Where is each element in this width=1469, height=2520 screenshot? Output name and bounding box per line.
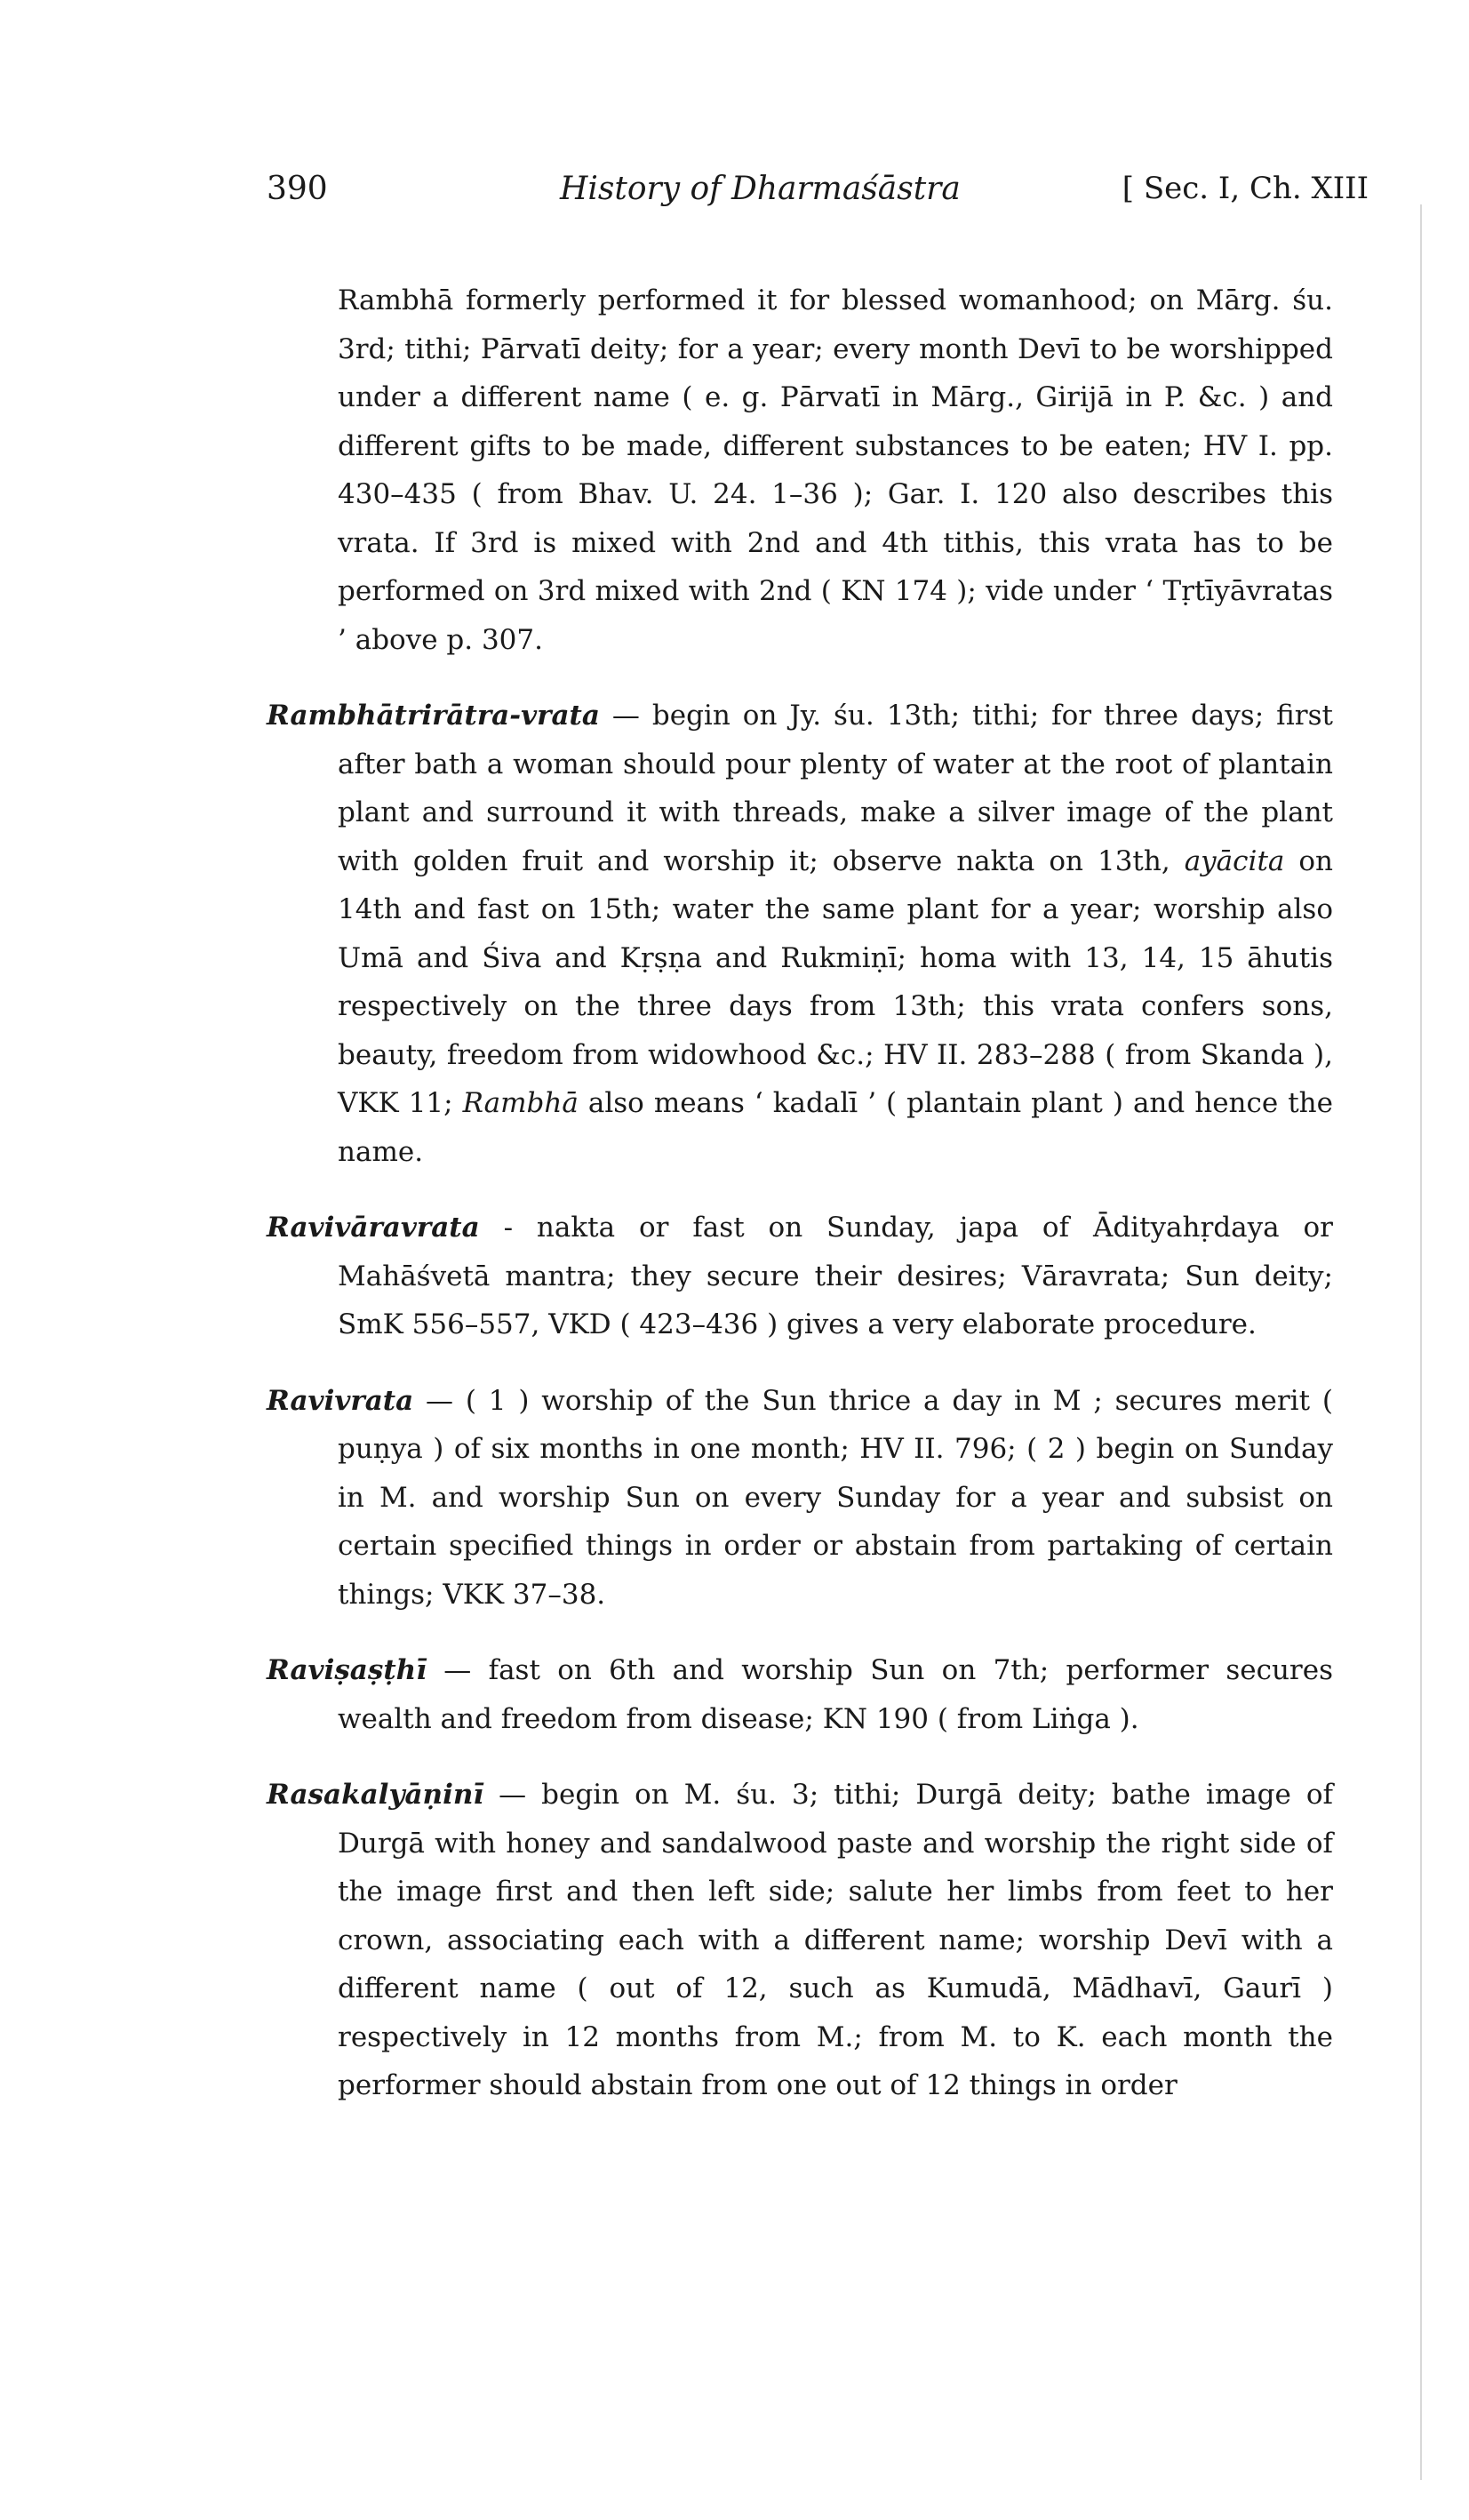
entry-body: — ( 1 ) worship of the Sun thrice a day in M ; secures merit ( puṇya ) of six months in one month; HV II. 796; ( 2 ) begin on Sunday in M. and worship Sun on every Sunday for a year and subsist on certain specified things in order or abstain from partaking of certain things; VKK 37–38. xyxy=(338,1384,1333,1611)
entry-heading: Ravivrata xyxy=(267,1384,414,1417)
entry-body: — fast on 6th and worship Sun on 7th; performer secures wealth and freedom from disease; KN 190 ( from Liṅga ). xyxy=(338,1654,1333,1735)
entry-body: Rambhā formerly performed it for blessed womanhood; on Mārg. śu. 3rd; tithi; Pārvatī deity; for a year; every month Devī to be worshipped under a different name ( e. g. Pārvatī in Mārg., Girijā in P. &c. ) and different gifts to be made, different substances to be eaten; HV I. pp. 430–435 ( from Bhav. U. 24. 1–36 ); Gar. I. 120 also describes this vrata. If 3rd is mixed with 2nd and 4th tithis, this vrata has to be performed on 3rd mixed with 2nd ( KN 174 ); vide under ‘ Tṛtīyāvratas ’ above p. 307. xyxy=(338,284,1333,656)
entry-rasakalyanini xyxy=(267,1771,1333,2110)
entry-body-2: on 14th and fast on 15th; water the same plant for a year; worship also Umā and Śiva and Kṛṣṇa and Rukmiṇī; homa with 13, 14, 15 āhutis respectively on the three days from 13th; this vrata confers sons, beauty, freedom from widowhood &c.; HV II. 283–288 ( from Skanda ), VKK 11; xyxy=(338,844,1334,1119)
entry-heading: Rambhātrirātra-vrata xyxy=(267,700,600,732)
book-title: History of Dharmaśāstra xyxy=(560,171,961,207)
entry-heading: Ravivāravrata xyxy=(267,1212,480,1244)
entry-body: - nakta or fast on Sunday, japa of Ādityahṛdaya or Mahāśvetā mantra; they secure their desires; Vāravrata; Sun deity; SmK 556–557, VKD ( 423–436 ) gives a very elaborate procedure. xyxy=(338,1212,1333,1340)
entry-italic-term: Rambhā xyxy=(462,1087,579,1119)
entry-heading: Raviṣaṣṭhī xyxy=(267,1654,427,1686)
page-body xyxy=(267,249,1333,2123)
entry-rambhatriratra xyxy=(267,692,1333,1176)
entry-ravivrata xyxy=(267,1377,1333,1620)
page-number: 390 xyxy=(267,171,328,207)
page-edge-rule xyxy=(1420,204,1422,2480)
entry-ravisasthi xyxy=(267,1646,1333,1743)
entry-italic-term: ayācita xyxy=(1184,844,1285,877)
entry-body: — begin on M. śu. 3; tithi; Durgā deity; bathe image of Durgā with honey and sandalwood paste and worship the right side of the image first and then left side; salute her limbs from feet to her crown, associating each with a different name; worship Devī with a different name ( out of 12, such as Kumudā, Mādhavī, Gaurī ) respectively in 12 months from M.; from M. to K. each month the performer should abstain from one out of 12 things in order xyxy=(338,1779,1333,2101)
entry-raviravrata xyxy=(267,1204,1333,1349)
entry-body: — begin on Jy. śu. 13th; tithi; for three days; first after bath a woman should pour plenty of water at the root of plantain plant and surround it with threads, make a silver image of the plant with golden fruit and worship it; observe nakta on 13th, xyxy=(338,700,1333,877)
entry-heading: Rasakalyāṇinī xyxy=(267,1779,484,1811)
section-label: [ Sec. I, Ch. XIII xyxy=(1122,171,1369,206)
entry-body-3: also means ‘ kadalī ’ ( plantain plant ) and hence the name. xyxy=(338,1087,1333,1168)
entry-continuation xyxy=(267,276,1333,664)
running-header xyxy=(267,171,1369,224)
